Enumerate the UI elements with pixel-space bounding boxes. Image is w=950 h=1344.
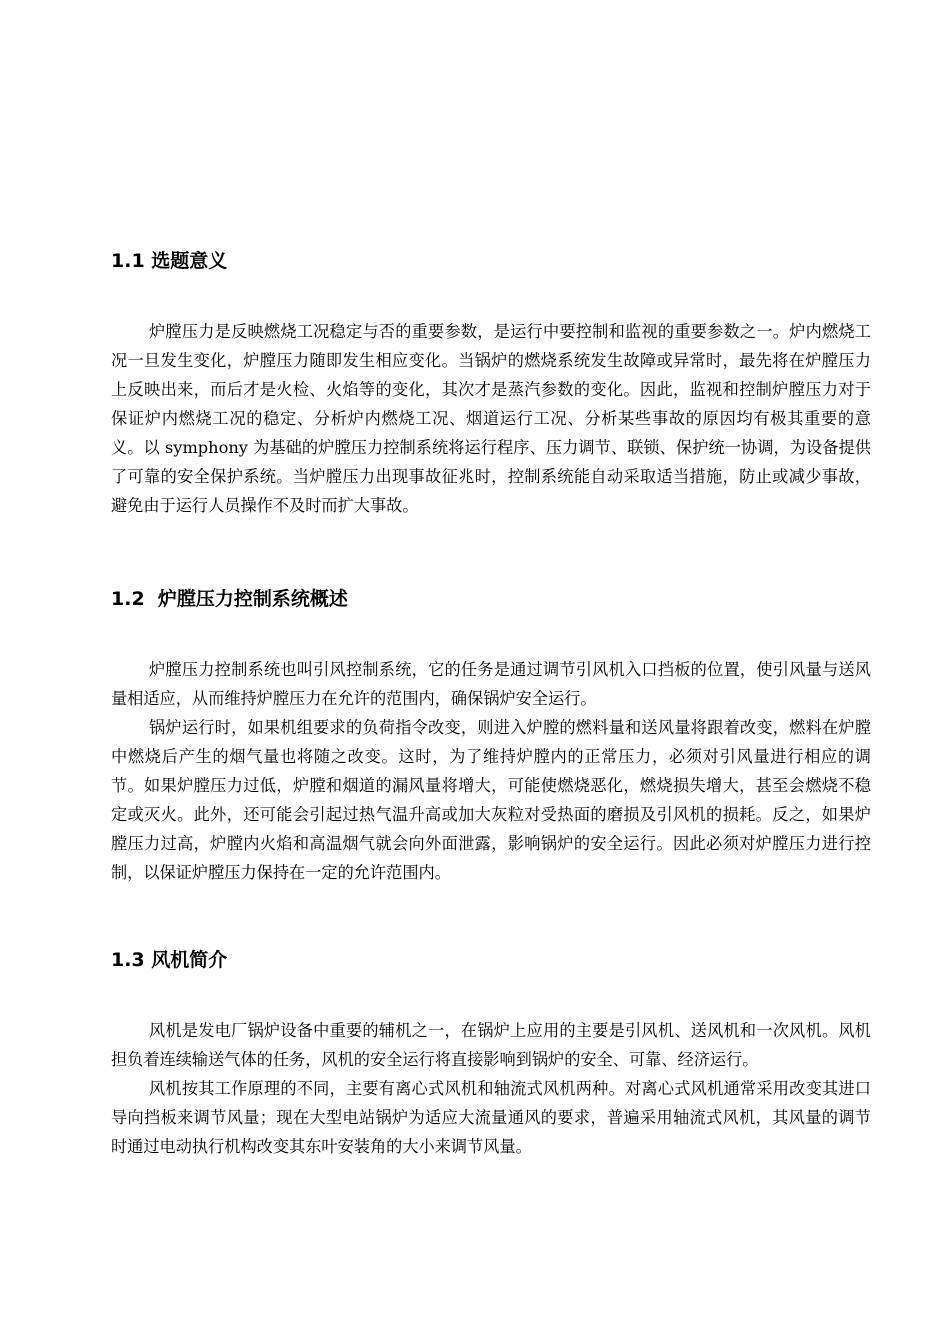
paragraph: 锅炉运行时，如果机组要求的负荷指令改变，则进入炉膛的燃料量和送风量将跟着改变，燃料在炉膛中燃烧后产生的烟气量也将随之改变。这时，为了维持炉膛内的正常压力，必须对引风量进行相应的调节。如果炉膛压力过低，炉膛和烟道的漏风量将增大，可能使燃烧恶化，燃烧损失增大，甚至会燃烧不稳定或灭火。此外，还可能会引起过热气温升高或加大灰粒对受热面的磨损及引风机的损耗。反之，如果炉膛压力过高，炉膛内火焰和高温烟气就会向外面泄露，影响锅炉的安全运行。因此必须对炉膛压力进行控制，以保证炉膛压力保持在一定的允许范围内。 — [111, 718, 871, 882]
paragraph: 炉膛压力是反映燃烧工况稳定与否的重要参数，是运行中要控制和监视的重要参数之一。炉内燃烧工况一旦发生变化，炉膛压力随即发生相应变化。当锅炉的燃烧系统发生故障或异常时，最先将在炉膛压力上反映出来，而后才是火检、火焰等的变化，其次才是蒸汽参数的变化。因此，监视和控制炉膛压力对于保证炉内燃烧工况的稳定、分析炉内燃烧工况、烟道运行工况、分析某些事故的原因均有极其重要的意义。以 symphony 为基础的炉膛压力控制系统将运行程序、压力调节、联锁、保护统一协调，为设备提供了可靠的安全保护系统。当炉膛压力出现事故征兆时，控制系统能自动采取适当措施，防止或减少事故，避免由于运行人员操作不及时而扩大事故。 — [111, 322, 871, 515]
section-heading: 1.3 风机简介 — [111, 949, 228, 971]
paragraph: 风机按其工作原理的不同，主要有离心式风机和轴流式风机两种。对离心式风机通常采用改变其进口导向挡板来调节风量；现在大型电站锅炉为适应大流量通风的要求，普遍采用轴流式风机，其风量的调节时通过电动执行机构改变其东叶安装角的大小来调节风量。 — [111, 1079, 871, 1156]
section-1-3 — [111, 947, 871, 1161]
section-1-2 — [111, 586, 871, 887]
section-heading: 1.2 炉膛压力控制系统概述 — [111, 588, 348, 610]
section-1-1 — [111, 248, 871, 520]
paragraph: 风机是发电厂锅炉设备中重要的辅机之一，在锅炉上应用的主要是引风机、送风机和一次风机。风机担负着连续输送气体的任务，风机的安全运行将直接影响到锅炉的安全、可靠、经济运行。 — [111, 1021, 871, 1069]
paragraph: 炉膛压力控制系统也叫引风控制系统，它的任务是通过调节引风机入口挡板的位置，使引风量与送风量相适应，从而维持炉膛压力在允许的范围内，确保锅炉安全运行。 — [111, 660, 871, 708]
section-heading: 1.1 选题意义 — [111, 250, 228, 272]
